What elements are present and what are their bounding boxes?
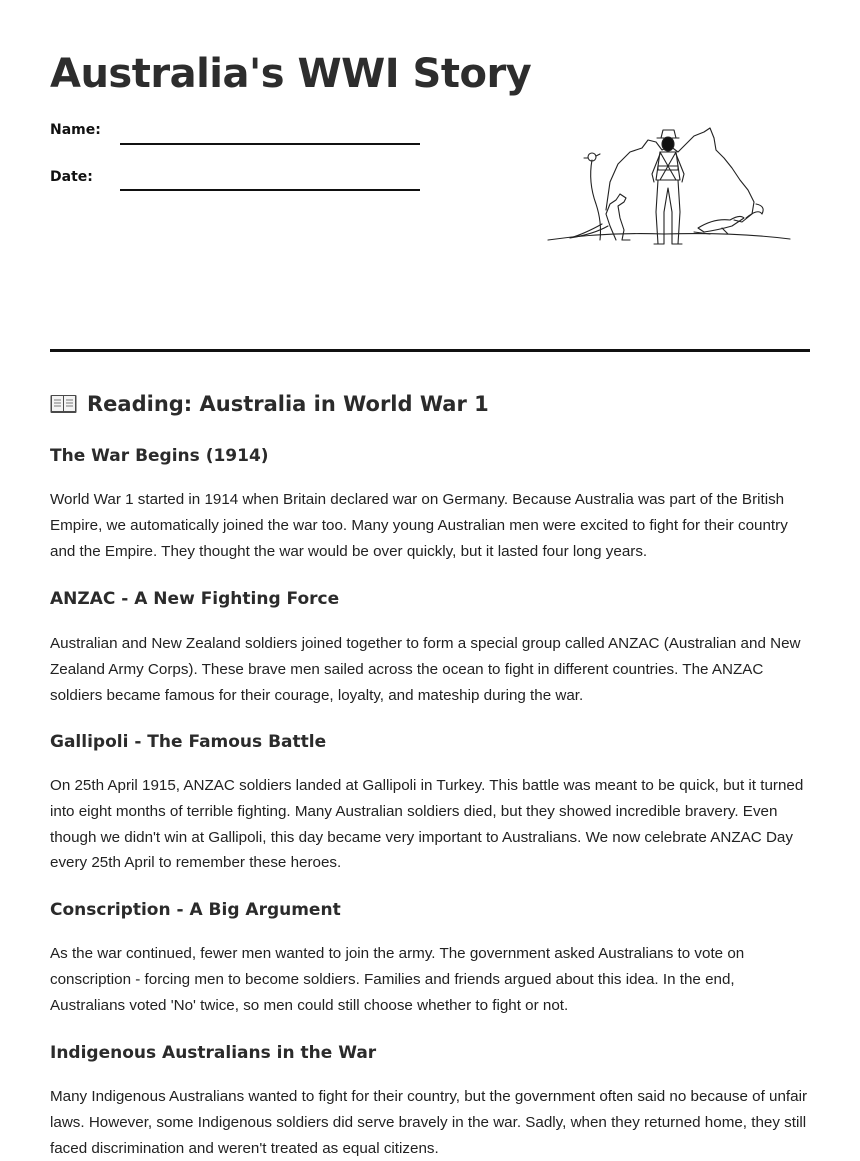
- section-heading: Indigenous Australians in the War: [50, 1043, 377, 1063]
- section-heading: Conscription - A Big Argument: [50, 900, 341, 920]
- lizard-outline: [698, 216, 744, 232]
- section-heading: ANZAC - A New Fighting Force: [50, 589, 340, 609]
- worksheet-title: Australia's WWI Story: [50, 51, 532, 97]
- section-paragraph: As the war continued, fewer men wanted to join the army. The government asked Australians to vote on conscription - forcing men to become soldiers. Families and friends argued about this idea. In the end, Australians voted 'No' twice, so men could still choose whether to fight or not.: [50, 945, 745, 1014]
- section-heading: The War Begins (1914): [50, 446, 269, 466]
- section-paragraph: World War 1 started in 1914 when Britain declared war on Germany. Because Australia was part of the British Empire, we automatically joined the war too. Many young Australian men were excited to fight for their country and the Empire. They thought the war would be over quickly, but it lasted four long years.: [50, 491, 788, 560]
- reading-heading-text: Reading: Australia in World War 1: [87, 392, 489, 416]
- reading-heading: [50, 389, 489, 419]
- name-label: Name:: [50, 122, 101, 138]
- section-paragraph: Australian and New Zealand soldiers joined together to form a special group called ANZAC (Australian and New Zealand Army Corps). These brave men sailed across the ocean to fight in different countries. The ANZAC soldiers became famous for their courage, loyalty, and mateship during the war.: [50, 635, 801, 704]
- section-paragraph: Many Indigenous Australians wanted to fight for their country, but the government often said no because of unfair laws. However, some Indigenous soldiers did serve bravely in the war. Sadly, when they returned home, they still faced discrimination and weren't treated as equal citizens.: [50, 1088, 808, 1157]
- section-divider: [50, 349, 810, 352]
- soldier-australia-illustration: [544, 122, 794, 252]
- section-heading: Gallipoli - The Famous Battle: [50, 732, 327, 752]
- section-paragraph: On 25th April 1915, ANZAC soldiers landed at Gallipoli in Turkey. This battle was meant to be quick, but it turned into eight months of terrible fighting. Many Australian soldiers died, but they showed incredible bravery. Even though we didn't win at Gallipoli, this day became very important to Australians. We now celebrate ANZAC Day every 25th April to remember these heroes.: [50, 777, 804, 872]
- date-label: Date:: [50, 169, 93, 185]
- name-line[interactable]: [120, 143, 420, 145]
- kangaroo-outline: [606, 194, 626, 240]
- date-line[interactable]: [120, 189, 420, 191]
- open-book-icon: [50, 393, 77, 415]
